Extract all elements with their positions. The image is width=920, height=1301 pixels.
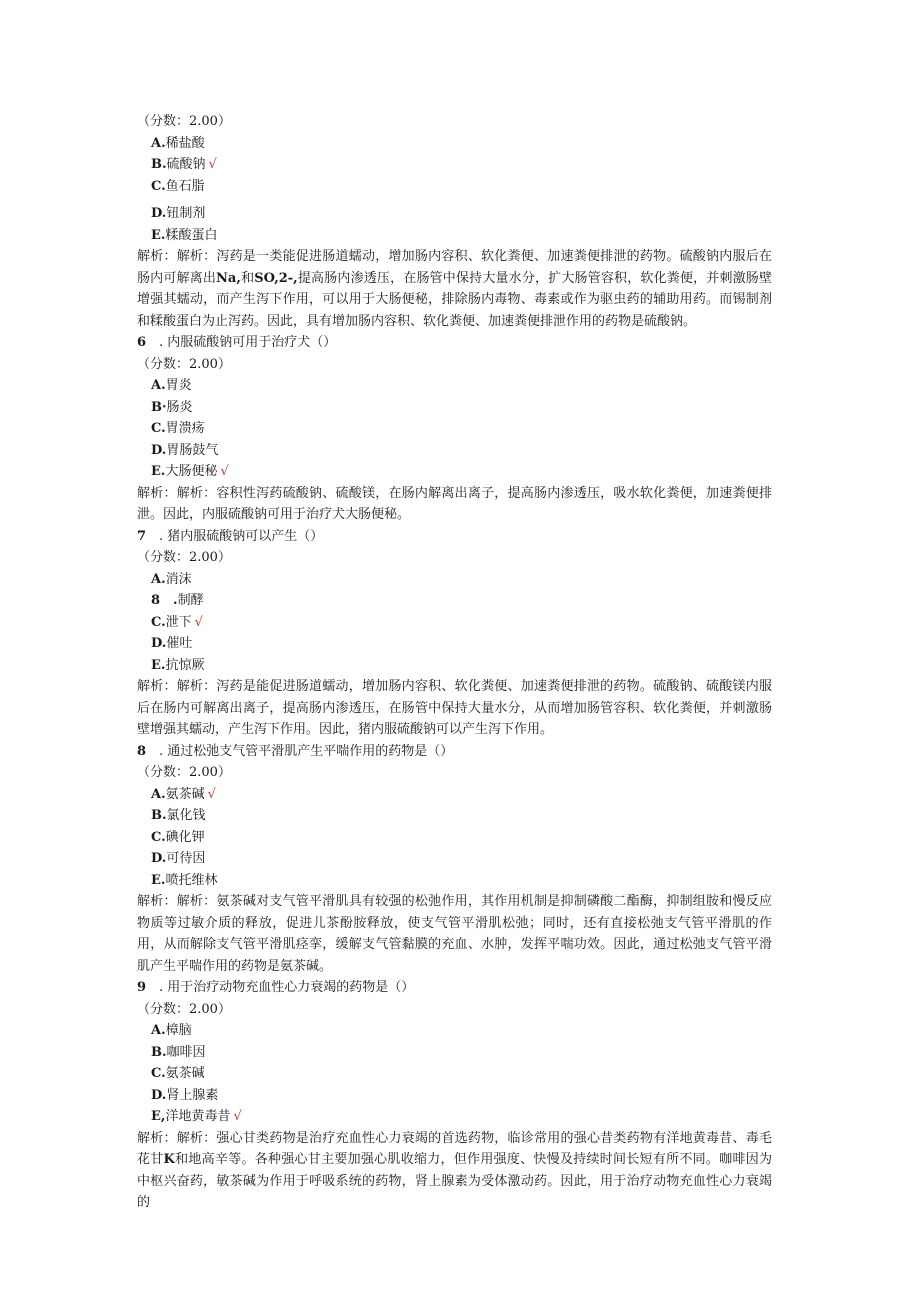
explanation (137, 483, 772, 526)
option-text: 咖啡因 (166, 1044, 206, 1060)
option-letter: B· (151, 399, 167, 415)
option-letter: D. (151, 442, 167, 458)
explanation-formula: Na, (216, 270, 241, 286)
explanation-prefix: 解析：解析： (137, 485, 217, 501)
option-e (137, 461, 777, 483)
option-text: 洋地黄毒昔 (165, 1109, 231, 1124)
option-letter: C. (151, 614, 166, 630)
option-letter: E. (151, 464, 166, 479)
option-text: 钮制剂 (166, 206, 206, 221)
correct-check-icon: √ (194, 614, 203, 630)
option-letter: C. (151, 829, 166, 845)
explanation-text: 和 (240, 270, 255, 286)
explanation-prefix: 解析：解析： (137, 894, 217, 909)
document-page (137, 111, 777, 1214)
option-letter: E, (151, 1109, 166, 1124)
option-b (137, 397, 777, 419)
option-letter: A. (151, 571, 166, 587)
score-label: （分数：2.00） (137, 1001, 231, 1017)
question-6 (137, 332, 777, 354)
option-text: 胃肠鼓气 (166, 442, 219, 458)
question-text: . 通过松弛支气管平滑肌产生平喘作用的药物是（） (159, 743, 454, 759)
option-text: 可待因 (166, 851, 206, 866)
option-e (137, 1106, 777, 1128)
explanation-prefix: 解析：解析： (137, 679, 217, 694)
option-text: 樟脑 (165, 1023, 192, 1038)
option-letter: 8 . (151, 593, 178, 608)
option-text: 肠炎 (166, 399, 193, 415)
option-text: 胃溃疡 (165, 421, 205, 436)
option-text: 抗惊厥 (165, 657, 205, 673)
option-text: 稀盐酸 (165, 135, 205, 151)
explanation-text: 泻药是能促进肠道蠕动，增加肠内容积、软化粪便、加速粪便排泄的药物。硫酸钠、硫酸镁内服后在肠内可解离出离子，提高肠内渗透压，在肠管中保持大量水分，从而增加肠管容积、软化粪便，并刺激肠壁增强其蠕动，产生泻下作用。因此，猪内服硫酸钠可以产生泻下作用。 (137, 679, 772, 737)
option-text: 催吐 (166, 636, 193, 651)
explanation-prefix: 解析：解析： (137, 249, 217, 264)
explanation (137, 1128, 772, 1214)
option-letter: D. (151, 636, 167, 651)
option-text: 胃炎 (165, 378, 192, 393)
question-number: 8 (137, 743, 147, 759)
option-d (137, 1085, 777, 1107)
option-a (137, 784, 777, 806)
option-letter: B. (151, 157, 167, 172)
option-letter: D. (151, 206, 167, 221)
option-letter: A. (151, 786, 166, 802)
option-text: 氯化钱 (166, 808, 206, 823)
option-letter: D. (151, 851, 167, 866)
question-text: . 内服硫酸钠可用于治疗犬（） (159, 335, 337, 350)
option-text: 糅酸蛋白 (165, 227, 218, 243)
explanation-text: 容积性泻药硫酸钠、硫酸镁，在肠内解离出离子，提高肠内渗透压，吸水软化粪便，加速粪便排泄。因此，内服硫酸钠可用于治疗犬大肠便秘。 (137, 485, 772, 522)
question-text: . 用于治疗动物充血性心力衰竭的药物是（） (159, 980, 415, 995)
correct-check-icon: √ (233, 1109, 242, 1124)
explanation (137, 246, 772, 332)
explanation-text: 泻药是一类能促进肠道蠕动，增加肠内容积、软化粪便、加速粪便排泄的药物。硫酸钠内服后在肠内可解离出 (137, 249, 772, 286)
explanation-text: 氨茶碱对支气管平滑肌具有较强的松弛作用，其作用机制是抑制磷酸二酯酶，抑制组胺和慢反应物质等过敏介质的释放，促进儿茶酚胺释放，使支气管平滑肌松弛；同时，还有直接松弛支气管平滑肌的作用，从而解除支气管平滑肌痉挛，缓解支气管黏膜的充血、水肿，发挥平喘功效。因此，通过松弛支气管平滑肌产生平喘作用的药物是氨茶碱。 (137, 894, 772, 974)
score-label: （分数：2.00） (137, 114, 231, 129)
option-c (137, 612, 777, 634)
question-number: 7 (137, 528, 147, 544)
option-text: 氨茶碱 (165, 1066, 205, 1081)
question-9 (137, 977, 777, 999)
option-letter: E. (151, 657, 166, 673)
option-text: 消沫 (165, 571, 192, 587)
explanation-prefix: 解析：解析： (137, 1130, 217, 1146)
option-text: 泄下 (165, 614, 192, 630)
option-letter: C. (151, 421, 166, 436)
option-a (137, 133, 777, 155)
option-text: 鱼石脂 (165, 178, 205, 194)
option-b (137, 590, 777, 612)
correct-check-icon: √ (208, 157, 217, 172)
option-text: 硫酸钠 (166, 157, 206, 172)
option-letter: A. (151, 135, 166, 151)
question-7 (137, 526, 777, 548)
option-letter: D. (151, 1087, 167, 1103)
option-e (137, 870, 777, 892)
option-d (137, 848, 777, 870)
option-c (137, 418, 777, 440)
option-c (137, 176, 777, 198)
correct-check-icon: √ (207, 786, 216, 802)
option-d (137, 440, 777, 462)
option-letter: A. (151, 1023, 166, 1038)
option-a (137, 375, 777, 397)
question-text: . 猪内服硫酸钠可以产生（） (159, 528, 324, 544)
option-b (137, 154, 777, 176)
score-label: （分数：2.00） (137, 765, 231, 780)
question-number: 6 (137, 335, 147, 350)
correct-check-icon: √ (220, 464, 229, 479)
explanation-formula: SO,2-, (254, 270, 298, 286)
option-letter: C. (151, 1066, 166, 1081)
option-a (137, 1020, 777, 1042)
option-letter: B. (151, 1044, 167, 1060)
option-text: 氨茶碱 (165, 786, 205, 802)
question-number: 9 (137, 980, 147, 995)
option-text: 肾上腺素 (166, 1087, 219, 1103)
option-letter: A. (151, 378, 166, 393)
option-letter: E. (151, 227, 166, 243)
score-label: （分数：2.00） (137, 550, 231, 565)
option-text: 制酵 (177, 593, 204, 608)
question-8 (137, 741, 777, 763)
explanation (137, 891, 772, 977)
score-label: （分数：2.00） (137, 356, 231, 372)
option-b (137, 1042, 777, 1064)
option-c (137, 1063, 777, 1085)
explanation-formula: K (163, 1152, 175, 1167)
option-d (137, 633, 777, 655)
explanation (137, 676, 772, 741)
option-b (137, 805, 777, 827)
option-text: 大肠便秘 (165, 464, 218, 479)
option-text: 喷托维林 (165, 872, 218, 888)
option-letter: E. (151, 872, 166, 888)
explanation-text: 提高肠内渗透压，在肠管中保持大量水分，扩大肠管容积，软化粪便，并刺激肠壁增强其蠕动，而产生泻下作用，可以用于大肠便秘，排除肠内毒物、毒素或作为驱虫药的辅助用药。而锡制剂和糅酸蛋白为止泻药。因此，具有增加肠内容积、软化粪便、加速粪便排泄作用的药物是硫酸钠。 (137, 270, 772, 329)
option-e (137, 655, 777, 677)
option-d (137, 203, 777, 225)
explanation-text: 强心甘类药物是治疗充血性心力衰竭的首选药物，临诊常用的强心昔类药物有洋地黄毒昔、毒毛花甘 (137, 1130, 772, 1167)
option-a (137, 569, 777, 591)
option-c (137, 827, 777, 849)
option-letter: C. (151, 178, 166, 194)
option-letter: B. (151, 808, 167, 823)
option-e (137, 225, 777, 247)
explanation-text: 和地高辛等。各种强心甘主要加强心肌收缩力，但作用强度、快慢及持续时间长短有所不同。咖啡因为中枢兴奋药，敏茶碱为作用于呼吸系统的药物，肾上腺素为受体激动药。因此，用于治疗动物充血性心力衰竭的 (137, 1152, 772, 1210)
option-text: 碘化钾 (165, 829, 205, 845)
